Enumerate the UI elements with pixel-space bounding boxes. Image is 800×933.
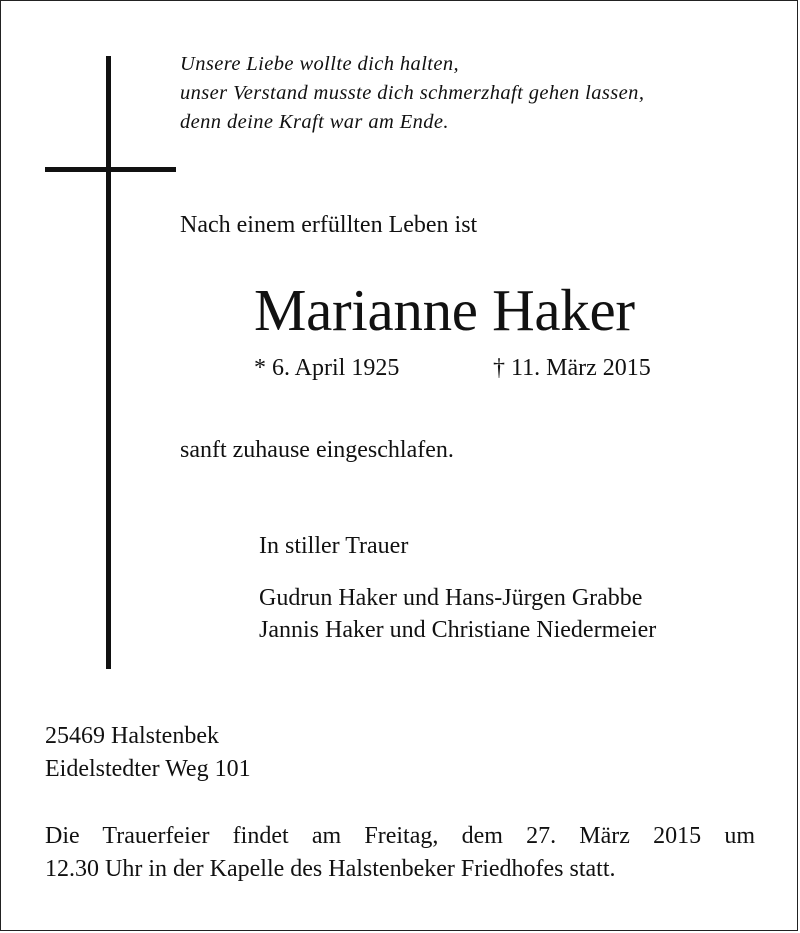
mourners-list — [259, 582, 656, 646]
motto-line: unser Verstand musste dich schmerzhaft gehen lassen, — [180, 82, 645, 104]
motto-verse — [180, 50, 644, 137]
address-street: Eidelstedter Weg 101 — [45, 756, 251, 782]
motto-line: denn deine Kraft war am Ende. — [180, 111, 449, 133]
funeral-line: 12.30 Uhr in der Kapelle des Halstenbeker Friedhofes statt. — [45, 856, 616, 882]
funeral-line: Die Trauerfeier findet am Freitag, dem 27. März 2015 um — [45, 823, 755, 849]
deceased-name: Marianne Haker — [254, 277, 635, 343]
motto-line: Unsere Liebe wollte dich halten, — [180, 53, 460, 75]
cross-vertical-beam — [106, 56, 111, 669]
passing-text: sanft zuhause eingeschlafen. — [180, 437, 454, 463]
funeral-info — [45, 820, 755, 886]
birth-date: * 6. April 1925 — [254, 355, 400, 381]
mourning-heading: In stiller Trauer — [259, 533, 409, 559]
address-block — [45, 720, 251, 786]
death-date: † 11. März 2015 — [493, 355, 651, 381]
mourner-line: Jannis Haker und Christiane Niedermeier — [259, 617, 657, 643]
intro-text: Nach einem erfüllten Leben ist — [180, 212, 478, 238]
mourner-line: Gudrun Haker und Hans-Jürgen Grabbe — [259, 585, 643, 611]
address-city: 25469 Halstenbek — [45, 723, 219, 749]
cross-horizontal-beam — [45, 167, 176, 172]
